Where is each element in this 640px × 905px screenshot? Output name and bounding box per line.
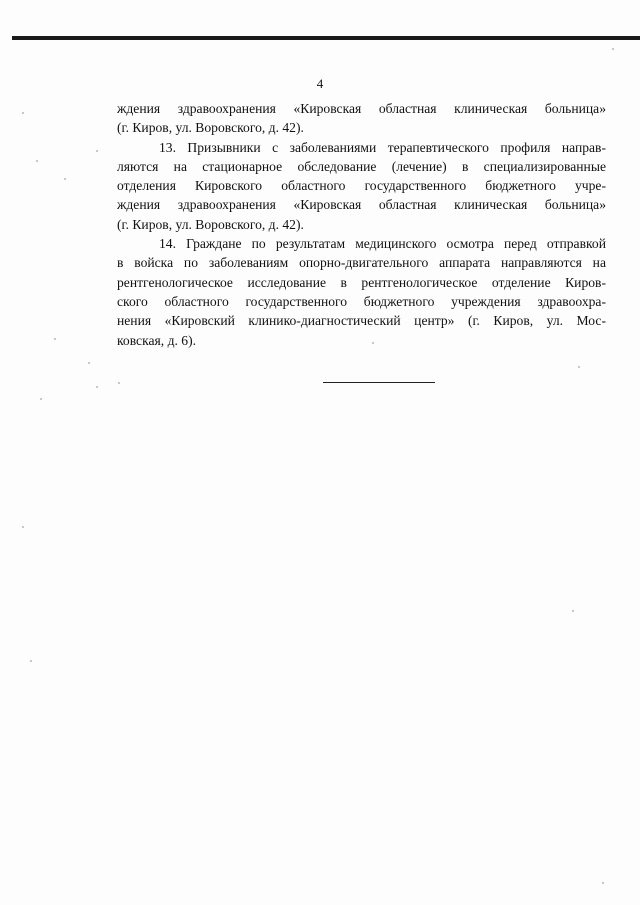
body-text (117, 99, 606, 350)
text-line: ждения здравоохранения «Кировская областная клиническая больница» (117, 197, 606, 213)
scan-speck (96, 150, 98, 152)
text-line: 14. Граждане по результатам медицинского осмотра перед отправкой (159, 236, 606, 252)
scan-speck (602, 882, 604, 884)
scan-speck (578, 366, 580, 368)
text-line: рентгенологическое исследование в рентгенологическое отделение Киров- (117, 274, 606, 290)
scan-speck (88, 362, 90, 364)
text-line: отделения Кировского областного государственного бюджетного учре- (117, 178, 606, 194)
scan-speck (22, 526, 24, 528)
scan-speck (36, 160, 38, 162)
scan-speck (22, 112, 24, 114)
text-line: 13. Призывники с заболеваниями терапевтического профиля направ- (159, 139, 606, 155)
top-border-rule (12, 36, 640, 40)
scan-speck (30, 660, 32, 662)
scan-speck (96, 386, 98, 388)
scan-speck (64, 178, 66, 180)
text-line: ляются на стационарное обследование (лечение) в специализированные (117, 158, 606, 174)
page-number: 4 (316, 76, 324, 91)
scan-speck (372, 342, 374, 344)
scan-speck (572, 610, 574, 612)
text-line: (г. Киров, ул. Воровского, д. 42). (117, 216, 304, 232)
scan-speck (612, 48, 614, 50)
text-line: ждения здравоохранения «Кировская областная клиническая больница» (117, 101, 606, 116)
text-line: (г. Киров, ул. Воровского, д. 42). (117, 120, 304, 136)
scan-speck (40, 398, 42, 400)
scan-speck (54, 338, 56, 340)
text-line: ковская, д. 6). (117, 332, 196, 348)
text-line: ского областного государственного бюджетного учреждения здравоохра- (117, 293, 606, 309)
scan-speck (118, 382, 120, 384)
text-line: в войска по заболеваниям опорно-двигательного аппарата направляются на (117, 255, 606, 271)
text-line: нения «Кировский клинико-диагностический центр» (г. Киров, ул. Мос- (117, 313, 606, 329)
end-of-text-rule (323, 382, 435, 383)
